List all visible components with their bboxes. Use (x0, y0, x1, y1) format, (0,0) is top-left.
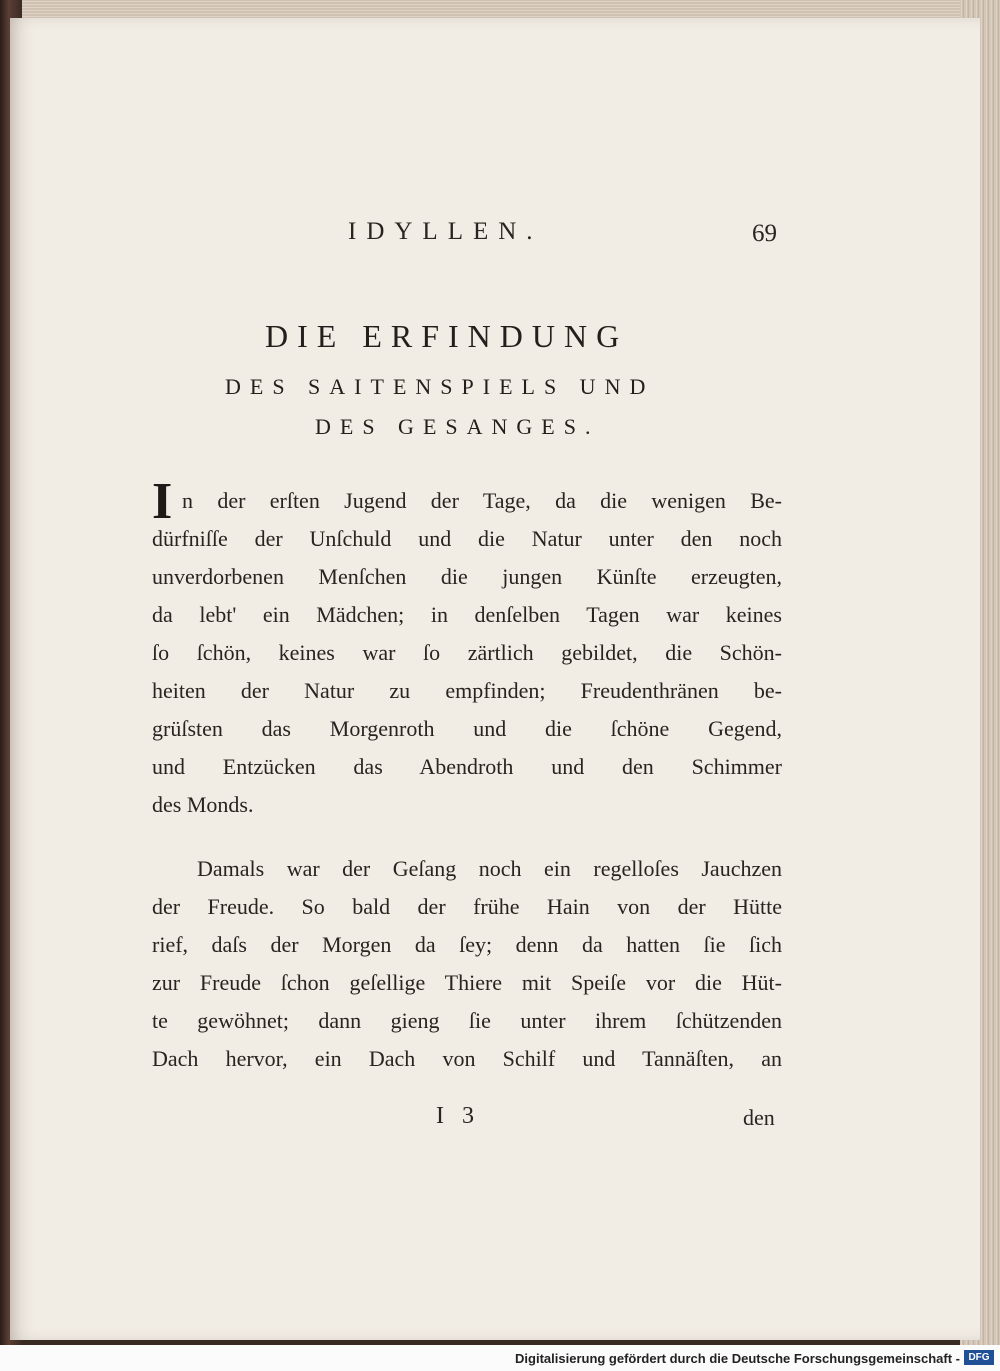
digitization-footer (0, 1345, 1000, 1371)
running-head (10, 218, 980, 258)
text-line: te gewöhnet; dann gieng ſie unter ihrem ſchützenden (152, 1008, 782, 1033)
text-line: und Entzücken das Abendroth und den Schimmer (152, 754, 782, 779)
dfg-logo-icon: DFG (964, 1350, 994, 1365)
title-line-3: DES GESANGES. (315, 414, 600, 439)
text-line: der Freude. So bald der frühe Hain von der Hütte (152, 894, 782, 919)
text-line: heiten der Natur zu empfinden; Freudenthränen be- (152, 678, 782, 703)
text-line: Dach hervor, ein Dach von Schilf und Tannäſten, an (152, 1046, 782, 1071)
book-page (10, 18, 980, 1340)
title-line-1: DIE ERFINDUNG (265, 318, 629, 354)
text-line: rief, daſs der Morgen da ſey; denn da hatten ſie ſich (152, 932, 782, 957)
text-line: zur Freude ſchon geſellige Thiere mit Speiſe vor die Hüt- (152, 970, 782, 995)
text-line: des Monds. (152, 792, 254, 817)
text-line: ſo ſchön, keines war ſo zärtlich gebildet, die Schön- (152, 640, 782, 665)
text-line: Damals war der Geſang noch ein regelloſes Jauchzen (197, 856, 782, 881)
drop-cap: I (152, 473, 173, 530)
text-line: dürfniſſe der Unſchuld und die Natur unter den noch (152, 526, 782, 551)
page-foot (10, 1103, 980, 1133)
text-line: unverdorbenen Menſchen die jungen Künſte erzeugten, (152, 564, 782, 589)
title-line-2: DES SAITENSPIELS UND (225, 374, 655, 399)
text-line: grüſsten das Morgenroth und die ſchöne Gegend, (152, 716, 782, 741)
signature-mark: I 3 (436, 1103, 480, 1129)
catchword: den (743, 1105, 775, 1130)
page-number: 69 (752, 220, 777, 247)
text-line: n der erſten Jugend der Tage, da die wenigen Be- (182, 488, 782, 513)
running-title: IDYLLEN. (348, 218, 543, 245)
text-line: da lebt' ein Mädchen; in denſelben Tagen war keines (152, 602, 782, 627)
digitization-credit: Digitalisierung gefördert durch die Deutsche Forschungsgemeinschaft - (515, 1351, 960, 1366)
